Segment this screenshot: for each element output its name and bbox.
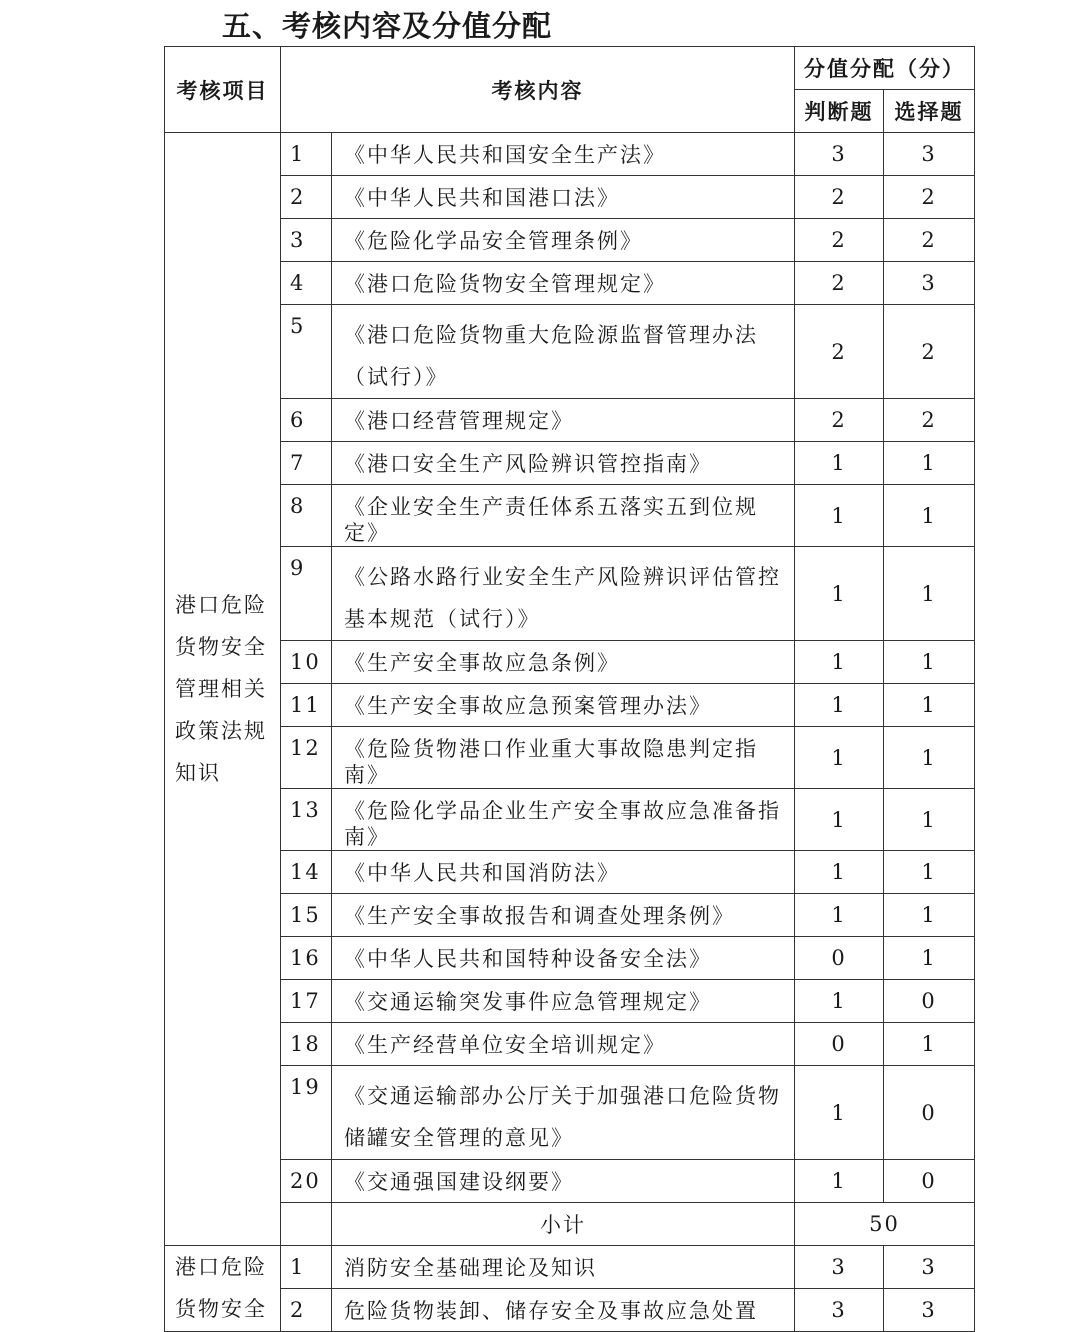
judge-score: 1 [795,1160,884,1203]
row-number: 19 [281,1066,332,1160]
choice-score: 1 [884,547,975,641]
row-number: 7 [281,442,332,485]
row-number: 5 [281,305,332,399]
table-row [165,1023,975,1066]
row-number: 2 [281,176,332,219]
judge-score: 1 [795,980,884,1023]
table-row [165,442,975,485]
choice-score: 1 [884,1023,975,1066]
row-content: 《危险货物港口作业重大事故隐患判定指南》 [332,727,795,789]
section-title: 五、考核内容及分值分配 [222,9,553,43]
choice-score: 2 [884,219,975,262]
assessment-table [164,46,975,1332]
row-number: 16 [281,937,332,980]
judge-score: 1 [795,727,884,789]
row-content: 《危险化学品安全管理条例》 [332,219,795,262]
row-number: 11 [281,684,332,727]
choice-score: 3 [884,1246,975,1289]
row-number: 18 [281,1023,332,1066]
judge-score: 3 [795,1289,884,1332]
choice-score: 1 [884,684,975,727]
choice-score: 1 [884,727,975,789]
row-number: 14 [281,851,332,894]
table-row [165,485,975,547]
row-number: 15 [281,894,332,937]
table-row [165,684,975,727]
choice-score: 2 [884,305,975,399]
table-row [165,851,975,894]
choice-score: 0 [884,980,975,1023]
header-row-top [165,47,975,90]
row-content: 《生产安全事故报告和调查处理条例》 [332,894,795,937]
judge-score: 1 [795,1066,884,1160]
row-number: 4 [281,262,332,305]
row-number: 20 [281,1160,332,1203]
row-number: 6 [281,399,332,442]
choice-score: 3 [884,1289,975,1332]
row-content: 《中华人民共和国特种设备安全法》 [332,937,795,980]
row-number: 2 [281,1289,332,1332]
header-score-group: 分值分配（分） [795,47,975,90]
row-number: 17 [281,980,332,1023]
header-content: 考核内容 [281,47,795,133]
judge-score: 3 [795,1246,884,1289]
judge-score: 1 [795,442,884,485]
table-row [165,937,975,980]
judge-score: 2 [795,399,884,442]
judge-score: 0 [795,937,884,980]
table-row [165,305,975,399]
choice-score: 1 [884,485,975,547]
judge-score: 1 [795,789,884,851]
table-row [165,1289,975,1332]
table-row [165,399,975,442]
row-content: 《生产经营单位安全培训规定》 [332,1023,795,1066]
choice-score: 2 [884,176,975,219]
choice-score: 1 [884,641,975,684]
row-content: 《交通运输突发事件应急管理规定》 [332,980,795,1023]
table-row [165,133,975,176]
category-cell: 港口危险货物安全管理相关政策法规知识 [165,133,281,1246]
choice-score: 1 [884,937,975,980]
table-row [165,176,975,219]
row-content: 《中华人民共和国消防法》 [332,851,795,894]
subtotal-empty-cell [281,1203,332,1246]
table-row [165,641,975,684]
judge-score: 2 [795,262,884,305]
table-row [165,219,975,262]
choice-score: 0 [884,1066,975,1160]
judge-score: 1 [795,641,884,684]
table-row [165,1160,975,1203]
table-row [165,1066,975,1160]
category-cell: 港口危险货物安全 [165,1246,281,1332]
choice-score: 1 [884,851,975,894]
row-number: 12 [281,727,332,789]
row-number: 3 [281,219,332,262]
choice-score: 3 [884,262,975,305]
row-number: 10 [281,641,332,684]
row-number: 1 [281,133,332,176]
table-row [165,894,975,937]
row-content: 《港口危险货物安全管理规定》 [332,262,795,305]
row-content: 《企业安全生产责任体系五落实五到位规定》 [332,485,795,547]
choice-score: 1 [884,894,975,937]
header-choice: 选择题 [884,90,975,133]
judge-score: 1 [795,684,884,727]
choice-score: 1 [884,442,975,485]
choice-score: 1 [884,789,975,851]
choice-score: 0 [884,1160,975,1203]
judge-score: 2 [795,219,884,262]
row-number: 8 [281,485,332,547]
judge-score: 3 [795,133,884,176]
subtotal-value: 50 [795,1203,975,1246]
row-content: 《生产安全事故应急条例》 [332,641,795,684]
row-number: 13 [281,789,332,851]
table-row [165,547,975,641]
judge-score: 0 [795,1023,884,1066]
row-content: 危险货物装卸、储存安全及事故应急处置 [332,1289,795,1332]
choice-score: 3 [884,133,975,176]
judge-score: 1 [795,851,884,894]
row-content: 《公路水路行业安全生产风险辨识评估管控基本规范（试行）》 [332,547,795,641]
judge-score: 1 [795,894,884,937]
subtotal-row [165,1203,975,1246]
row-content: 《中华人民共和国港口法》 [332,176,795,219]
judge-score: 1 [795,485,884,547]
row-content: 《港口安全生产风险辨识管控指南》 [332,442,795,485]
choice-score: 2 [884,399,975,442]
row-content: 《中华人民共和国安全生产法》 [332,133,795,176]
judge-score: 1 [795,547,884,641]
row-number: 1 [281,1246,332,1289]
judge-score: 2 [795,305,884,399]
table-row [165,727,975,789]
row-content: 《危险化学品企业生产安全事故应急准备指南》 [332,789,795,851]
row-content: 消防安全基础理论及知识 [332,1246,795,1289]
judge-score: 2 [795,176,884,219]
subtotal-label: 小计 [332,1203,795,1246]
row-content: 《生产安全事故应急预案管理办法》 [332,684,795,727]
table-row [165,789,975,851]
row-content: 《交通强国建设纲要》 [332,1160,795,1203]
row-content: 《港口经营管理规定》 [332,399,795,442]
header-judge: 判断题 [795,90,884,133]
table-row [165,1246,975,1289]
header-item: 考核项目 [165,47,281,133]
table-row [165,262,975,305]
row-content: 《交通运输部办公厅关于加强港口危险货物储罐安全管理的意见》 [332,1066,795,1160]
table-row [165,980,975,1023]
row-number: 9 [281,547,332,641]
row-content: 《港口危险货物重大危险源监督管理办法（试行）》 [332,305,795,399]
